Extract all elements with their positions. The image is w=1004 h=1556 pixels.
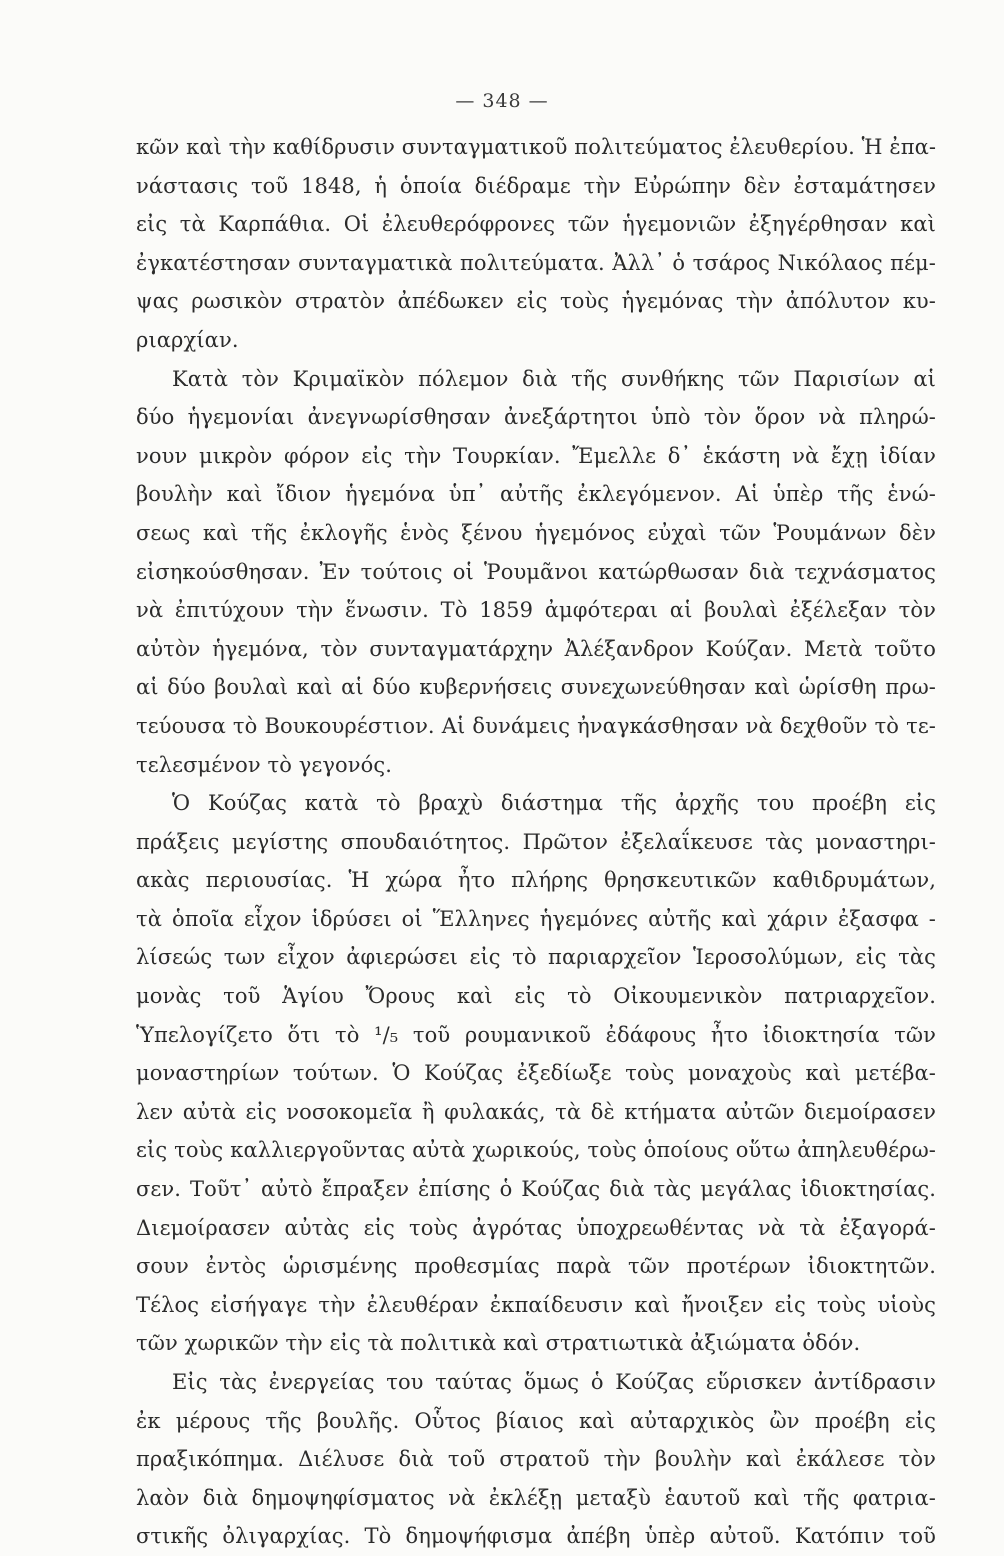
text-line: Ὑπελογίζετο ὅτι τὸ ¹/₅ τοῦ ρουμανικοῦ ἐδάφους ἦτο ἰδιοκτησία τῶν: [136, 1022, 936, 1047]
text-line: λαὸν διὰ δημοψηφίσματος νὰ ἐκλέξῃ μεταξὺ ἑαυτοῦ καὶ τῆς φατρια-: [136, 1485, 936, 1510]
text-line: τῶν χωρικῶν τὴν εἰς τὰ πολιτικὰ καὶ στρατιωτικὰ ἀξιώματα ὁδόν.: [136, 1331, 861, 1356]
text-line: λεν αὐτὰ εἰς νοσοκομεῖα ἢ φυλακάς, τὰ δὲ κτήματα αὐτῶν διεμοίρασεν: [136, 1099, 936, 1124]
text-line: ακὰς περιουσίας. Ἡ χώρα ἦτο πλήρης θρησκευτικῶν καθιδρυμάτων,: [136, 868, 936, 893]
text-line: λίσεώς των εἶχον ἀφιερώσει εἰς τὸ παριαρχεῖον Ἱεροσολύμων, εἰς τὰς: [136, 945, 936, 970]
text-line: πραξικόπημα. Διέλυσε διὰ τοῦ στρατοῦ τὴν βουλὴν καὶ ἐκάλεσε τὸν: [136, 1447, 936, 1472]
text-line: τεύουσα τὸ Βουκουρέστιον. Αἱ δυνάμεις ἠναγκάσθησαν νὰ δεχθοῦν τὸ τε-: [136, 713, 936, 738]
page-number: — 348 —: [455, 90, 549, 112]
text-line: νουν μικρὸν φόρον εἰς τὴν Τουρκίαν. Ἔμελλε δ᾽ ἑκάστη νὰ ἔχῃ ἰδίαν: [136, 443, 936, 468]
text-line: σεως καὶ τῆς ἐκλογῆς ἑνὸς ξένου ἡγεμόνος εὐχαὶ τῶν Ῥουμάνων δὲν: [136, 520, 936, 545]
text-line: σεν. Τοῦτ᾽ αὐτὸ ἔπραξεν ἐπίσης ὁ Κούζας διὰ τὰς μεγάλας ἰδιοκτησίας.: [136, 1177, 936, 1202]
text-line: αὐτὸν ἡγεμόνα, τὸν συνταγματάρχην Ἀλέξανδρον Κούζαν. Μετὰ τοῦτο: [136, 636, 936, 661]
text-line: τελεσμένον τὸ γεγονός.: [136, 752, 393, 777]
text-body: [136, 128, 936, 1556]
text-line: ἐγκατέστησαν συνταγματικὰ πολιτεύματα. Ἀλλ᾽ ὁ τσάρος Νικόλαος πέμ-: [136, 250, 936, 275]
text-line: νάστασις τοῦ 1848, ἡ ὁποία διέδραμε τὴν Εὐρώπην δὲν ἐσταμάτησεν: [136, 173, 936, 198]
text-line: Τέλος εἰσήγαγε τὴν ἐλευθέραν ἐκπαίδευσιν καὶ ἤνοιξεν εἰς τοὺς υἱοὺς: [136, 1292, 936, 1317]
text-line: ἐκ μέρους τῆς βουλῆς. Οὗτος βίαιος καὶ αὐταρχικὸς ὢν προέβη εἰς: [136, 1408, 936, 1433]
text-line: τὰ ὁποῖα εἶχον ἱδρύσει οἱ Ἕλληνες ἡγεμόνες αὐτῆς καὶ χάριν ἐξασφα -: [136, 906, 936, 931]
text-line: κῶν καὶ τὴν καθίδρυσιν συνταγματικοῦ πολιτεύματος ἐλευθερίου. Ἡ ἐπα-: [136, 135, 937, 159]
text-line: μοναστηρίων τούτων. Ὁ Κούζας ἐξεδίωξε τοὺς μοναχοὺς καὶ μετέβα-: [136, 1061, 936, 1086]
text-line: νὰ ἐπιτύχουν τὴν ἕνωσιν. Τὸ 1859 ἀμφότεραι αἱ βουλαὶ ἐξέλεξαν τὸν: [136, 598, 936, 623]
text-line: ριαρχίαν.: [136, 327, 239, 352]
text-line: μονὰς τοῦ Ἁγίου Ὄρους καὶ εἰς τὸ Οἰκουμενικὸν πατριαρχεῖον.: [136, 984, 936, 1009]
text-line: εἰς τοὺς καλλιεργοῦντας αὐτὰ χωρικούς, τοὺς ὁποίους οὕτω ἀπηλευθέρω-: [136, 1138, 936, 1163]
text-line: πράξεις μεγίστης σπουδαιότητος. Πρῶτον ἐξελαΐκευσε τὰς μοναστηρι-: [136, 829, 936, 854]
text-line: σουν ἐντὸς ὡρισμένης προθεσμίας παρὰ τῶν προτέρων ἰδιοκτητῶν.: [136, 1254, 936, 1279]
text-line: εἰσηκούσθησαν. Ἐν τούτοις οἱ Ῥουμᾶνοι κατώρθωσαν διὰ τεχνάσματος: [136, 559, 936, 584]
text-line: βουλὴν καὶ ἴδιον ἡγεμόνα ὑπ᾽ αὐτῆς ἐκλεγόμενον. Αἱ ὑπὲρ τῆς ἑνώ-: [136, 482, 936, 507]
paragraph-start: Κατὰ τὸν Κριμαϊκὸν πόλεμον διὰ τῆς συνθήκης τῶν Παρισίων αἱ: [172, 366, 936, 391]
text-line: ψας ρωσικὸν στρατὸν ἀπέδωκεν εἰς τοὺς ἡγεμόνας τὴν ἀπόλυτον κυ-: [136, 289, 936, 314]
text-line: εἰς τὰ Καρπάθια. Οἱ ἐλευθερόφρονες τῶν ἡγεμονιῶν ἐξηγέρθησαν καὶ: [136, 212, 936, 237]
text-line: Διεμοίρασεν αὐτὰς εἰς τοὺς ἀγρότας ὑποχρεωθέντας νὰ τὰ ἐξαγορά-: [136, 1215, 936, 1240]
text-line: αἱ δύο βουλαὶ καὶ αἱ δύο κυβερνήσεις συνεχωνεύθησαν καὶ ὡρίσθη πρω-: [136, 675, 936, 700]
paragraph-start: Ὁ Κούζας κατὰ τὸ βραχὺ διάστημα τῆς ἀρχῆς του προέβη εἰς: [172, 791, 936, 816]
text-line: στικῆς ὀλιγαρχίας. Τὸ δημοψήφισμα ἀπέβη ὑπὲρ αὐτοῦ. Κατόπιν τοῦ: [136, 1524, 936, 1549]
text-line: δύο ἡγεμονίαι ἀνεγνωρίσθησαν ἀνεξάρτητοι ὑπὸ τὸν ὅρον νὰ πληρώ-: [136, 405, 936, 430]
paragraph-start: Εἰς τὰς ἐνεργείας του ταύτας ὅμως ὁ Κούζας εὕρισκεν ἀντίδρασιν: [172, 1370, 936, 1394]
